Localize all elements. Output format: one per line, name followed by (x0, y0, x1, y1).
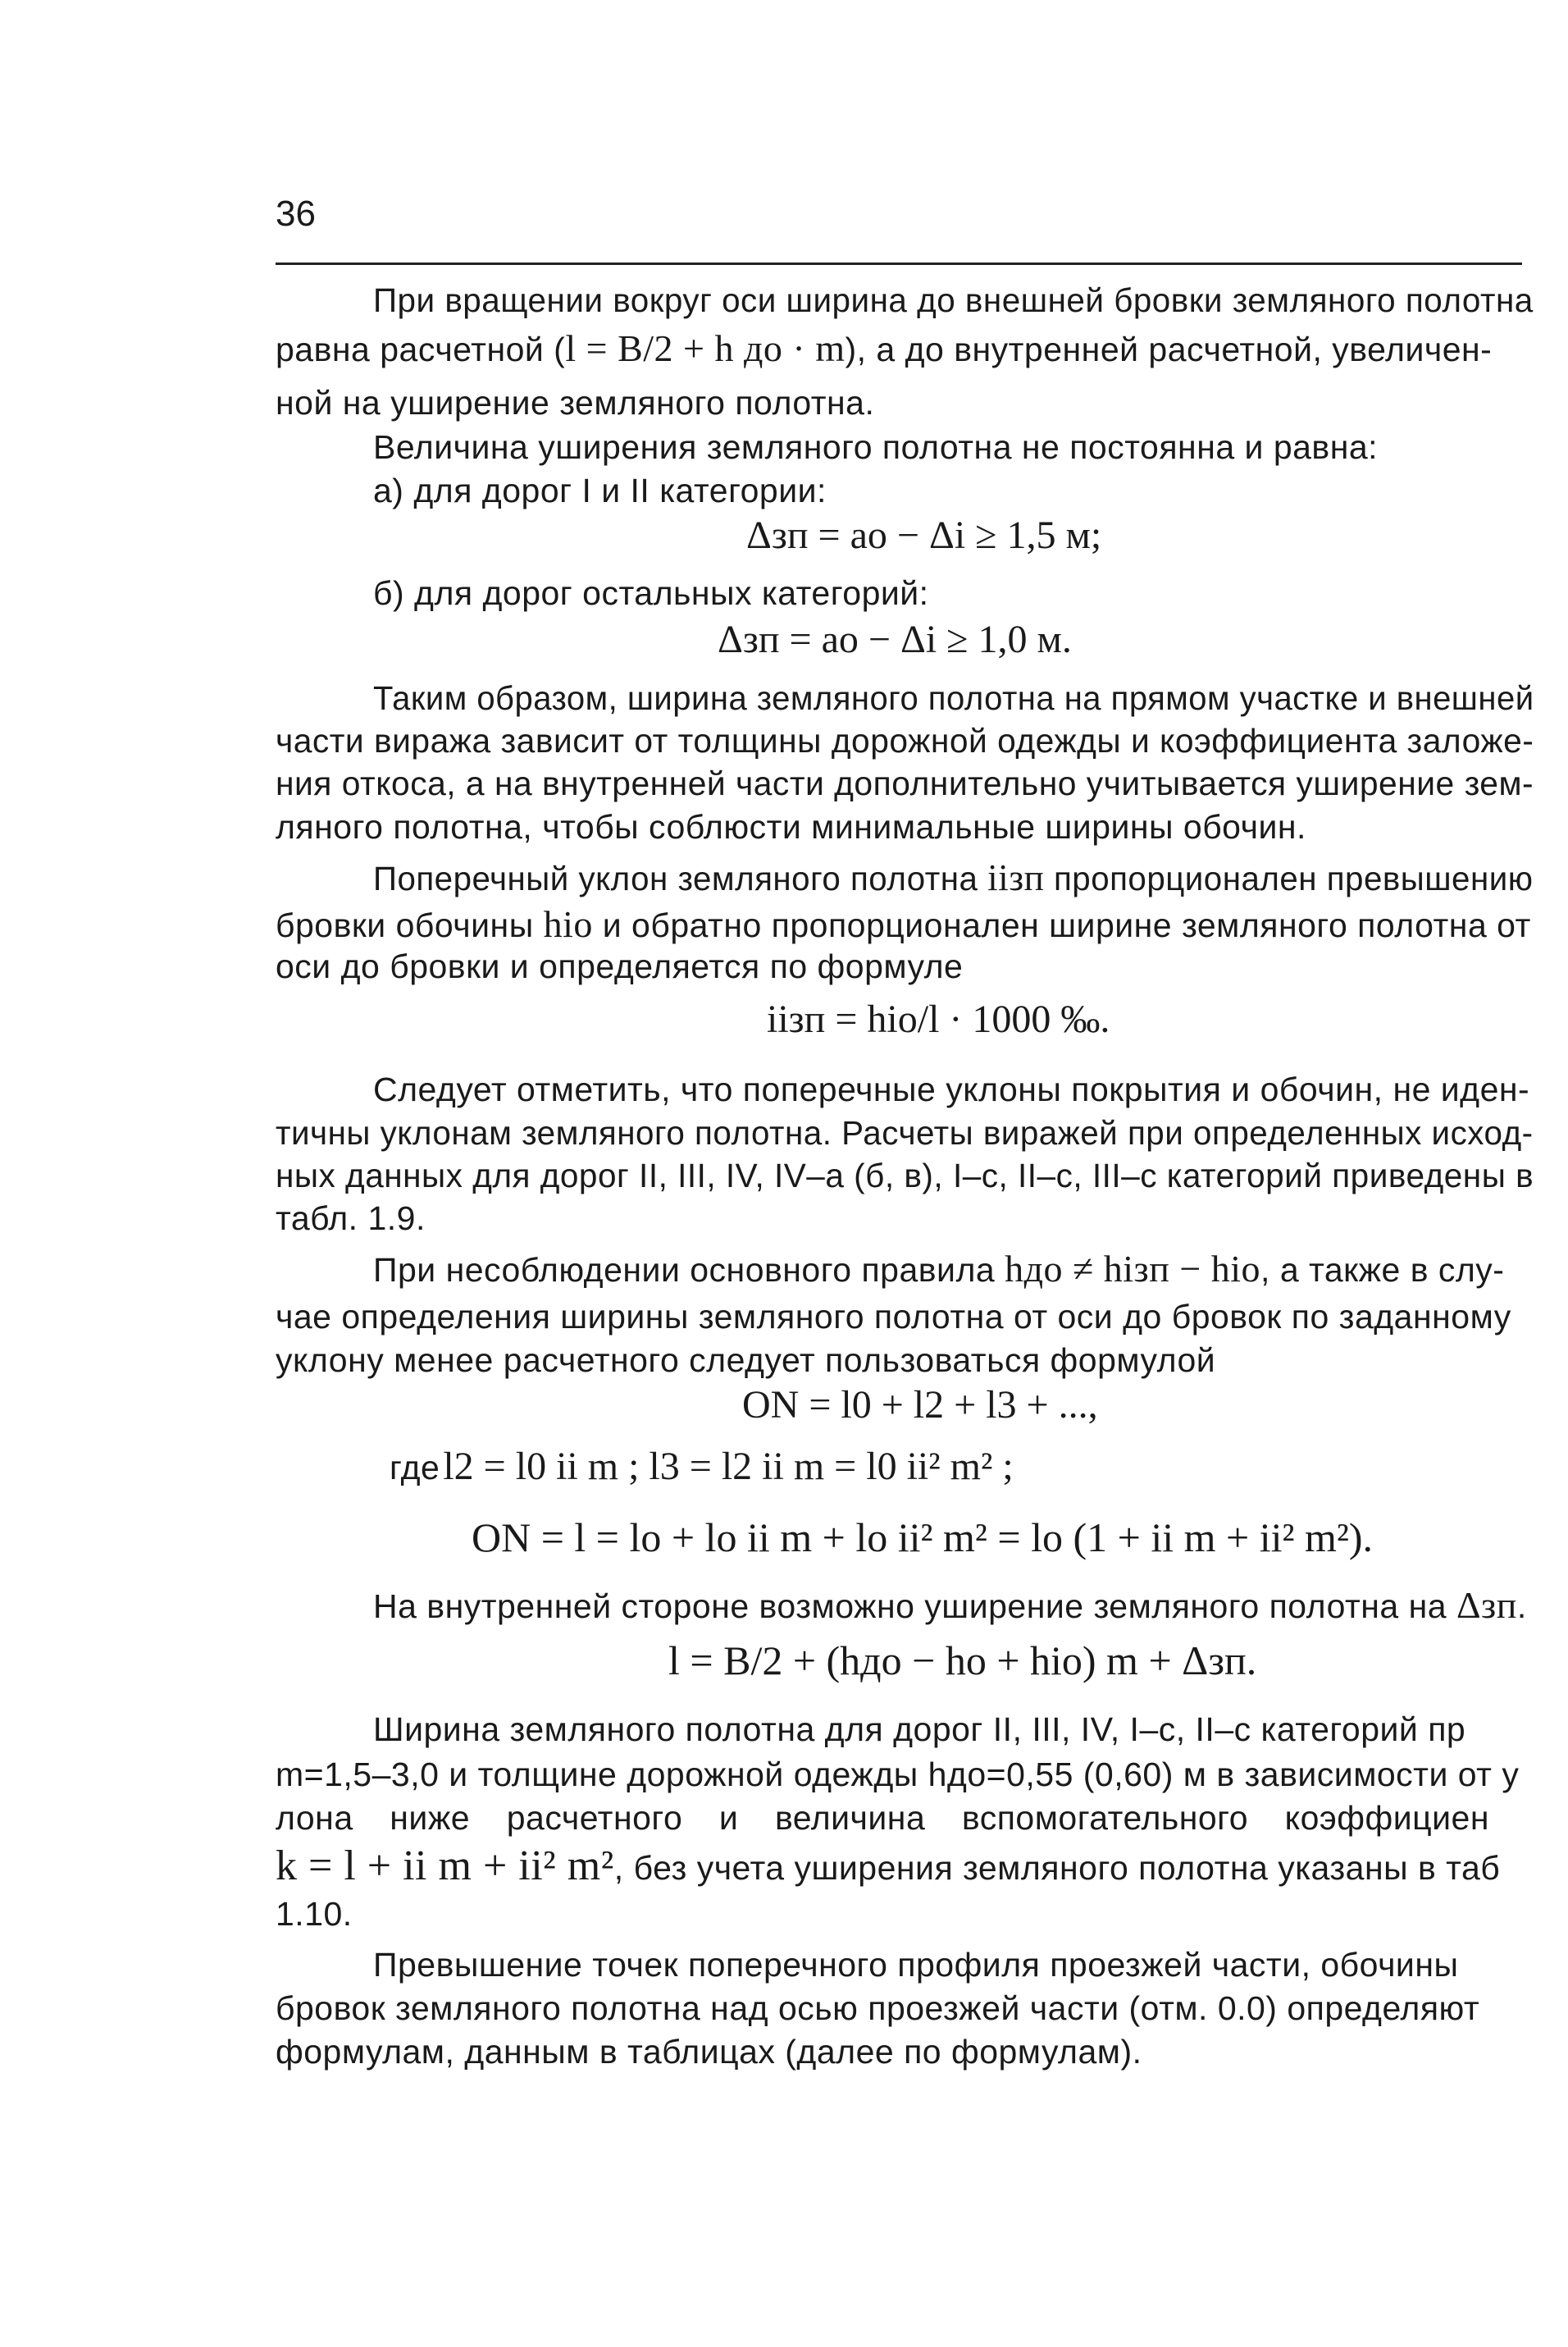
p1-line2 (276, 326, 1492, 370)
p6-line1-post: , а также в слу- (1260, 1251, 1505, 1289)
p1-line1: При вращении вокруг оси ширина до внешней бровки земляного полотна (373, 281, 1534, 319)
p4-line1-post: пропорционален превышению (1053, 860, 1534, 897)
p4-line2-post: и обратно пропорционален ширине земляного полотна от (602, 906, 1531, 944)
p1-inline-formula: l = B/2 + h до · m (565, 327, 846, 369)
p7-line1 (373, 1583, 1527, 1627)
p8-line1: Ширина земляного полотна для дорог II, III, IV, I–с, II–с категорий пр (373, 1710, 1466, 1748)
formula-widening-2: Δзп = ao − Δi ≥ 1,0 м. (718, 618, 1072, 661)
formula-on-sum: ON = l0 + l2 + l3 + ..., (742, 1383, 1098, 1427)
p9-line2: бровок земляного полотна над осью проезжей части (отм. 0.0) определяют (276, 1989, 1480, 2027)
p1-line2-post: ), а до внутренней расчетной, увеличен- (845, 331, 1493, 368)
formula-widening-1: Δзп = ao − Δi ≥ 1,5 м; (746, 514, 1102, 557)
p5-line2: тичны уклонам земляного полотна. Расчеты виражей при определенных исход- (276, 1114, 1534, 1152)
p6-rule-formula: hдо ≠ hізп − hio (1005, 1248, 1261, 1290)
formula-inner-width: l = B/2 + (hдо − ho + hio) m + Δзп. (668, 1637, 1257, 1683)
p9-line1: Превышение точек поперечного профиля проезжей части, обочины (373, 1946, 1459, 1984)
header-rule (276, 263, 1522, 265)
p5-line4: табл. 1.9. (276, 1199, 426, 1237)
p4-line1 (373, 856, 1533, 899)
p4-line2 (276, 902, 1531, 946)
p1-line2-pre: равна расчетной ( (276, 331, 566, 368)
p3-line4: ляного полотна, чтобы соблюсти минимальные ширины обочин. (276, 808, 1306, 846)
p6-line1 (373, 1247, 1504, 1290)
p2-line2: а) для дорог I и II категории: (373, 472, 827, 509)
p8-line4-post: , без учета уширения земляного полотна указаны в таб (613, 1849, 1501, 1887)
p3-line3: ния откоса, а на внутренней части дополнительно учитывается уширение зем- (276, 765, 1534, 802)
p6-line2: чае определения ширины земляного полотна от оси до бровок по заданному (276, 1298, 1511, 1336)
p7-line1-pre: На внутренней стороне возможно уширение земляного полотна на (373, 1587, 1447, 1625)
p6-line1-pre: При несоблюдении основного правила (373, 1251, 996, 1289)
p4-line2-pre: бровки обочины (276, 906, 534, 944)
p4-line3: оси до бровки и определяется по формуле (276, 947, 964, 985)
p8-line2: m=1,5–3,0 и толщине дорожной одежды hдо=0,55 (0,60) м в зависимости от у (276, 1756, 1520, 1793)
p2-line1: Величина уширения земляного полотна не постоянна и равна: (373, 428, 1379, 466)
page-number: 36 (276, 194, 316, 234)
formula-on-expanded: ON = l = lo + lo ii m + lo ii² m² = lo (1 + ii m + ii² m²). (472, 1514, 1374, 1560)
p6-line3: уклону менее расчетного следует пользоваться формулой (276, 1341, 1216, 1379)
p8-k-formula: k = l + ii m + ii² m² (276, 1842, 614, 1889)
p3-line1: Таким образом, ширина земляного полотна на прямом участке и внешней (373, 679, 1534, 717)
p7-line1-post: . (1516, 1587, 1527, 1625)
p5-line1: Следует отметить, что поперечные уклоны покрытия и обочин, не иден- (373, 1071, 1530, 1108)
p7-widening-symbol: Δзп (1456, 1584, 1517, 1626)
p1-line3: ной на уширение земляного полотна. (276, 384, 875, 422)
p3-line2: части виража зависит от толщины дорожной одежды и коэффициента заложе- (276, 722, 1534, 760)
formula-where-label: где (390, 1449, 440, 1486)
p4-slope-symbol: iізп (987, 856, 1045, 898)
formula-l2-l3: l2 = l0 ii m ; l3 = l2 ii m = l0 ii² m² ; (443, 1445, 1014, 1488)
p2-line3: б) для дорог остальных категорий: (373, 574, 929, 612)
formula-l2-l3-row (390, 1444, 1014, 1489)
p4-shoulder-symbol: hio (543, 903, 593, 945)
p8-line5: 1.10. (276, 1895, 353, 1933)
p4-line1-pre: Поперечный уклон земляного полотна (373, 860, 978, 897)
formula-slope: iізп = hio/l · 1000 ‰. (767, 998, 1110, 1041)
p8-line3: лона ниже расчетного и величина вспомогательного коэффициен (276, 1799, 1489, 1837)
p9-line3: формулам, данным в таблицах (далее по формулам). (276, 2033, 1142, 2071)
p5-line3: ных данных для дорог II, III, IV, IV–а (б, в), I–с, II–с, III–с категорий приведены в (276, 1157, 1534, 1194)
p8-line4 (276, 1842, 1500, 1890)
